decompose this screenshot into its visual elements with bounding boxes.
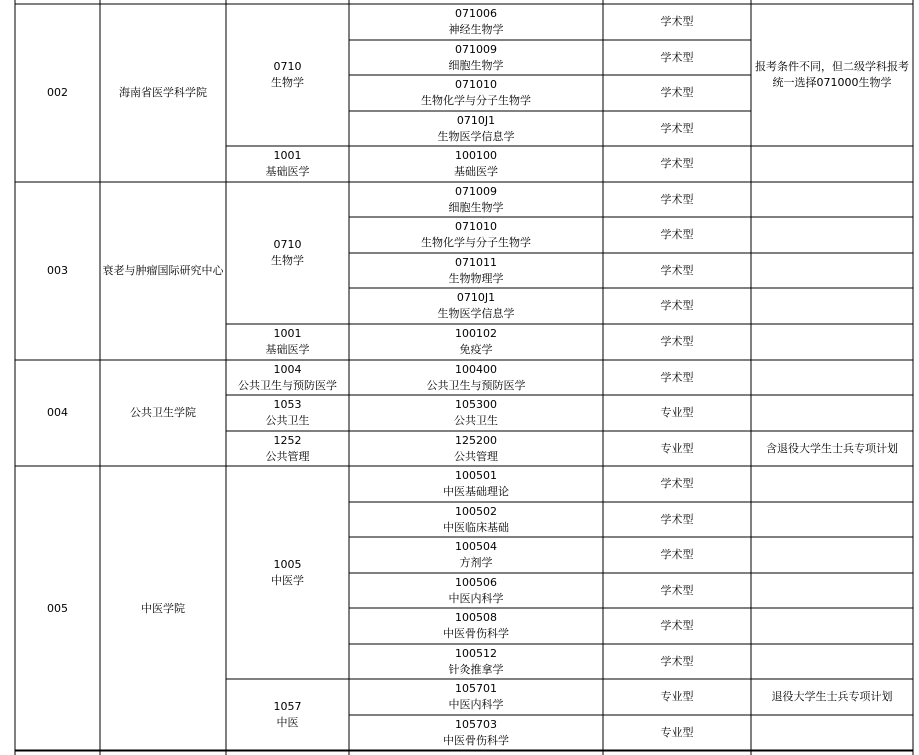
degree-type: 专业型 xyxy=(660,690,694,703)
major-code: 105300 xyxy=(455,398,497,411)
degree-type: 学术型 xyxy=(660,228,694,241)
major-cell xyxy=(349,431,603,466)
degree-type: 学术型 xyxy=(660,548,694,561)
major-name: 免疫学 xyxy=(459,343,493,356)
degree-type-cell xyxy=(603,431,751,466)
major-name: 中医基础理论 xyxy=(443,485,509,498)
discipline-code: 1053 xyxy=(273,398,302,411)
major-code: 071009 xyxy=(455,184,497,198)
degree-type: 学术型 xyxy=(660,15,694,28)
degree-type-cell xyxy=(603,644,751,679)
major-code: 100504 xyxy=(455,540,497,553)
major-cell xyxy=(349,502,603,537)
degree-type-cell xyxy=(603,40,751,75)
major-cell xyxy=(349,360,603,395)
discipline-code: 0710 xyxy=(273,60,302,73)
major-code: 100506 xyxy=(455,575,497,589)
unit-code: 003 xyxy=(47,264,68,277)
degree-type: 学术型 xyxy=(660,619,694,632)
unit-name: 公共卫生学院 xyxy=(130,406,196,419)
discipline-code: 1001 xyxy=(273,149,302,162)
discipline-name: 公共管理 xyxy=(265,449,310,463)
unit-code-cell xyxy=(15,360,100,466)
remark-cell xyxy=(751,4,913,146)
unit-code-cell xyxy=(15,4,100,182)
unit-name: 中医学院 xyxy=(141,601,185,615)
remark-cell xyxy=(751,253,913,288)
remark-text: 退役大学生士兵专项计划 xyxy=(771,690,893,703)
major-code: 071009 xyxy=(455,42,497,56)
major-code: 105703 xyxy=(455,718,497,731)
degree-type: 学术型 xyxy=(660,263,694,277)
remark-text: 报考条件不同，但二级学科报考统一选择071000生物学 xyxy=(755,60,909,89)
unit-name: 衰老与肿瘤国际研究中心 xyxy=(102,264,224,277)
major-cell xyxy=(349,253,603,288)
discipline-name: 生物学 xyxy=(271,76,304,89)
degree-type-cell xyxy=(603,288,751,324)
discipline-cell xyxy=(226,182,349,324)
degree-type-cell xyxy=(603,573,751,608)
degree-type: 学术型 xyxy=(660,370,694,384)
major-cell xyxy=(349,111,603,146)
discipline-code: 1001 xyxy=(273,327,302,340)
major-name: 基础医学 xyxy=(454,165,498,178)
major-cell xyxy=(349,573,603,608)
unit-name-cell xyxy=(100,4,226,182)
major-code: 100508 xyxy=(455,611,497,624)
remark-cell xyxy=(751,715,913,751)
remark-cell xyxy=(751,431,913,466)
discipline-cell xyxy=(226,4,349,146)
major-name: 公共卫生与预防医学 xyxy=(426,378,526,392)
discipline-code: 1252 xyxy=(273,433,302,447)
major-code: 125200 xyxy=(455,433,497,447)
major-cell xyxy=(349,146,603,182)
remark-cell xyxy=(751,288,913,324)
degree-type: 专业型 xyxy=(660,406,694,419)
degree-type-cell xyxy=(603,253,751,288)
major-code: 100102 xyxy=(455,327,497,340)
major-code: 071010 xyxy=(455,78,497,91)
major-cell xyxy=(349,4,603,40)
major-name: 中医内科学 xyxy=(448,698,504,711)
discipline-name: 中医 xyxy=(276,716,299,729)
remark-cell xyxy=(751,360,913,395)
unit-name-cell xyxy=(100,182,226,360)
major-name: 神经生物学 xyxy=(448,23,504,36)
remark-cell xyxy=(751,466,913,502)
major-name: 公共卫生 xyxy=(454,414,498,427)
discipline-code: 1004 xyxy=(273,362,302,376)
remark-cell xyxy=(751,679,913,715)
major-cell xyxy=(349,288,603,324)
unit-name: 海南省医学科学院 xyxy=(119,86,207,99)
degree-type: 学术型 xyxy=(660,121,694,135)
degree-type-cell xyxy=(603,608,751,644)
major-code: 100512 xyxy=(455,646,497,660)
discipline-cell xyxy=(226,466,349,679)
major-cell xyxy=(349,395,603,431)
major-cell xyxy=(349,182,603,217)
discipline-cell xyxy=(226,146,349,182)
major-name: 公共管理 xyxy=(454,449,498,463)
unit-name-cell xyxy=(100,466,226,751)
unit-code-cell xyxy=(15,182,100,360)
degree-type-cell xyxy=(603,182,751,217)
major-name: 中医临床基础 xyxy=(443,520,509,534)
major-cell xyxy=(349,608,603,644)
major-cell xyxy=(349,679,603,715)
degree-type-cell xyxy=(603,466,751,502)
degree-type: 学术型 xyxy=(660,192,694,206)
discipline-name: 基础医学 xyxy=(265,343,310,356)
major-name: 中医骨伤科学 xyxy=(443,734,509,747)
discipline-name: 基础医学 xyxy=(265,165,310,178)
major-name: 生物医学信息学 xyxy=(437,129,515,143)
major-cell xyxy=(349,324,603,360)
remark-cell xyxy=(751,146,913,182)
major-name: 生物物理学 xyxy=(448,271,504,285)
major-code: 100501 xyxy=(455,469,497,482)
remark-cell xyxy=(751,217,913,253)
degree-type-cell xyxy=(603,75,751,111)
remark-cell xyxy=(751,395,913,431)
unit-code: 004 xyxy=(47,406,68,419)
major-cell xyxy=(349,644,603,679)
major-code: 071011 xyxy=(455,255,497,269)
major-cell xyxy=(349,537,603,573)
unit-code: 002 xyxy=(47,86,68,99)
unit-name-cell xyxy=(100,360,226,466)
degree-type-cell xyxy=(603,217,751,253)
major-name: 中医内科学 xyxy=(448,591,504,605)
degree-type-cell xyxy=(603,502,751,537)
degree-type: 学术型 xyxy=(660,50,694,64)
degree-type-cell xyxy=(603,146,751,182)
degree-type: 学术型 xyxy=(660,512,694,526)
major-code: 100100 xyxy=(455,149,497,162)
discipline-name: 公共卫生 xyxy=(265,414,310,427)
degree-type-cell xyxy=(603,395,751,431)
degree-type-cell xyxy=(603,537,751,573)
discipline-name: 生物学 xyxy=(271,254,304,267)
discipline-code: 1005 xyxy=(273,557,302,571)
major-code: 105701 xyxy=(455,682,497,695)
discipline-cell xyxy=(226,431,349,466)
degree-type: 学术型 xyxy=(660,86,694,99)
discipline-name: 中医学 xyxy=(271,573,304,587)
degree-type: 学术型 xyxy=(660,654,694,668)
major-name: 针灸推拿学 xyxy=(448,662,504,676)
degree-type: 学术型 xyxy=(660,157,694,170)
degree-type-cell xyxy=(603,360,751,395)
major-name: 方剂学 xyxy=(459,556,493,569)
major-name: 生物化学与分子生物学 xyxy=(421,236,531,249)
major-code: 100502 xyxy=(455,504,497,518)
remark-cell xyxy=(751,324,913,360)
degree-type: 学术型 xyxy=(660,583,694,597)
remark-cell xyxy=(751,608,913,644)
major-name: 中医骨伤科学 xyxy=(443,627,509,640)
discipline-cell xyxy=(226,360,349,395)
degree-type: 专业型 xyxy=(660,441,694,455)
remark-cell xyxy=(751,182,913,217)
major-code: 071010 xyxy=(455,220,497,233)
unit-code: 005 xyxy=(47,601,68,615)
discipline-cell xyxy=(226,679,349,751)
major-cell xyxy=(349,217,603,253)
major-name: 细胞生物学 xyxy=(448,58,504,72)
remark-cell xyxy=(751,573,913,608)
unit-code-cell xyxy=(15,466,100,751)
major-name: 生物医学信息学 xyxy=(437,307,515,320)
major-cell xyxy=(349,75,603,111)
discipline-name: 公共卫生与预防医学 xyxy=(238,378,337,392)
degree-type-cell xyxy=(603,4,751,40)
degree-type: 学术型 xyxy=(660,335,694,348)
major-name: 生物化学与分子生物学 xyxy=(421,94,531,107)
degree-type: 学术型 xyxy=(660,477,694,490)
major-name: 细胞生物学 xyxy=(448,200,504,214)
degree-type: 学术型 xyxy=(660,299,694,312)
degree-type: 专业型 xyxy=(660,726,694,739)
remark-cell xyxy=(751,502,913,537)
major-cell xyxy=(349,715,603,751)
major-code: 100400 xyxy=(455,362,497,376)
degree-type-cell xyxy=(603,111,751,146)
major-cell xyxy=(349,466,603,502)
major-code: 0710J1 xyxy=(456,113,496,127)
discipline-code: 0710 xyxy=(273,238,302,251)
major-code: 0710J1 xyxy=(456,291,496,304)
discipline-cell xyxy=(226,324,349,360)
discipline-code: 1057 xyxy=(273,700,302,713)
degree-type-cell xyxy=(603,324,751,360)
remark-text: 含退役大学生士兵专项计划 xyxy=(766,441,898,455)
degree-type-cell xyxy=(603,715,751,751)
major-code: 071006 xyxy=(455,7,497,20)
remark-cell xyxy=(751,537,913,573)
discipline-cell xyxy=(226,395,349,431)
degree-type-cell xyxy=(603,679,751,715)
remark-cell xyxy=(751,644,913,679)
major-cell xyxy=(349,40,603,75)
